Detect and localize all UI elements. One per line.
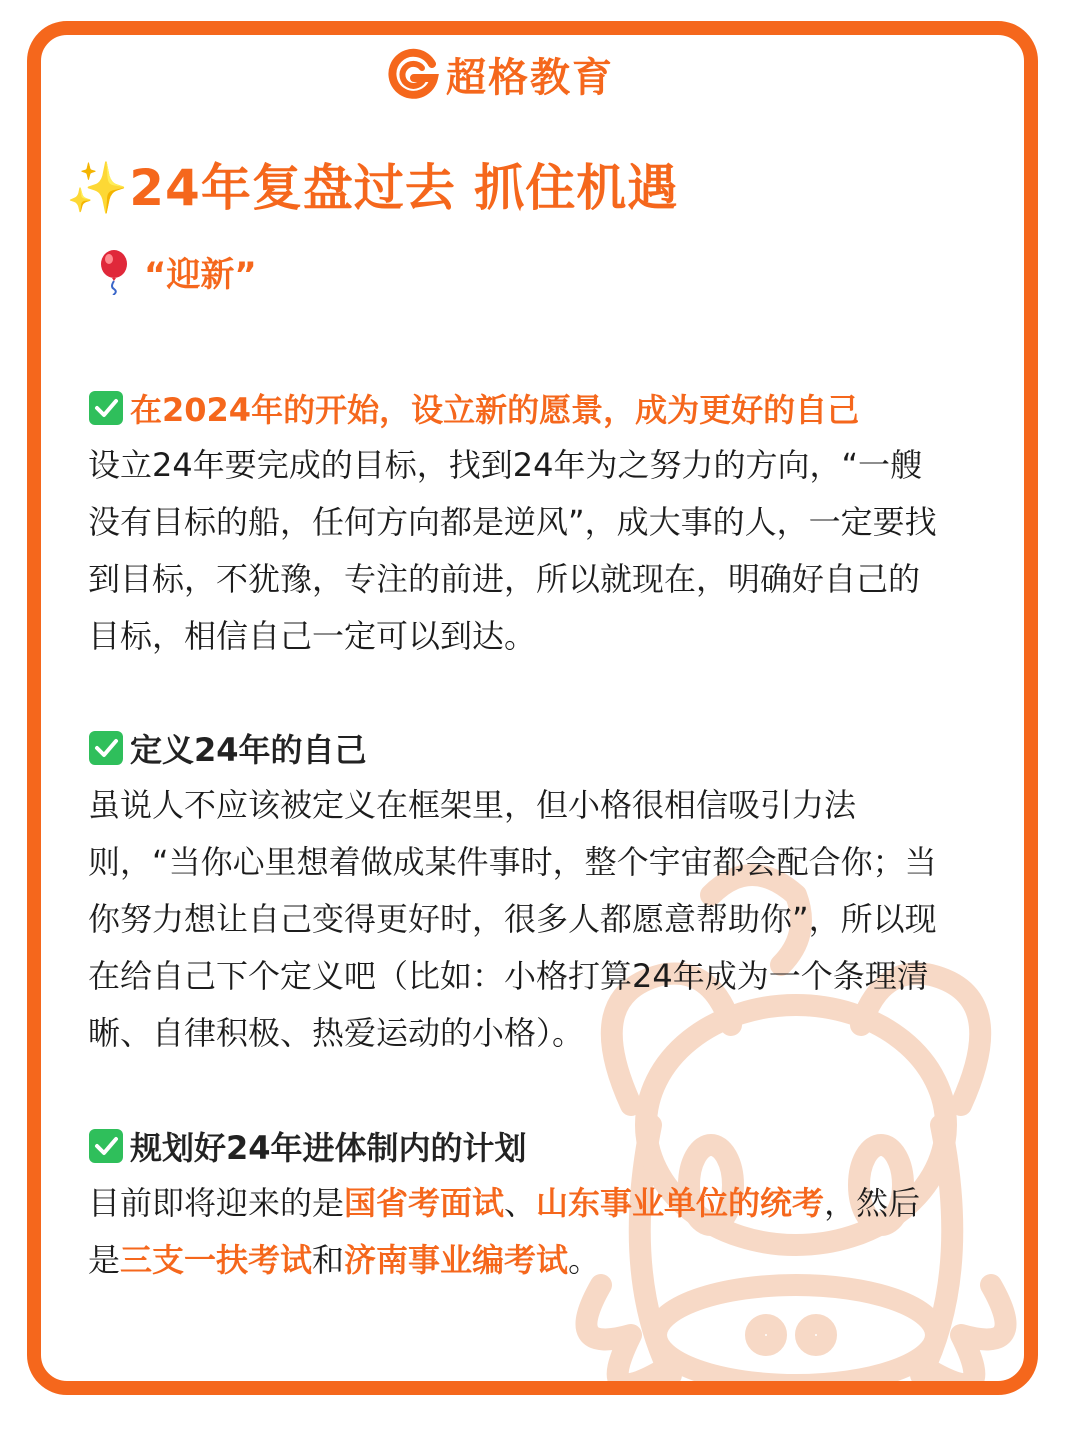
brand-name: 超格教育 xyxy=(446,54,614,101)
checkmark-icon xyxy=(88,1128,124,1164)
brand-logo xyxy=(388,46,614,102)
section-heading-row xyxy=(88,723,948,773)
body-text: 目前即将迎来的是 xyxy=(88,1184,345,1222)
highlight-exam: 山东事业单位的统考 xyxy=(536,1184,825,1222)
body-text: 和 xyxy=(312,1241,345,1279)
section-heading: 定义24年的自己 xyxy=(130,731,367,769)
section-body: 设立24年要完成的目标，找到24年为之努力的方向，“一艘没有目标的船，任何方向都是逆风”，成大事的人，一定要找到目标，不犹豫，专注的前进，所以就现在，明确好自己的目标，相信自己一定可以到达。 xyxy=(88,446,937,655)
g-logo-icon xyxy=(388,48,440,100)
body-text: 。 xyxy=(568,1241,601,1279)
highlight-exam: 济南事业编考试 xyxy=(344,1241,569,1279)
body-text: 、 xyxy=(504,1184,537,1222)
checkmark-icon xyxy=(88,390,124,426)
highlight-exam: 国省考面试 xyxy=(344,1184,505,1222)
section-body xyxy=(88,1175,948,1289)
subtitle: “迎新” xyxy=(144,255,257,295)
section-body: 虽说人不应该被定义在框架里，但小格很相信吸引力法则，“当你心里想着做成某件事时，整个宇宙都会配合你；当你努力想让自己变得更好时，很多人都愿意帮助你”，所以现在给自己下个定义吧（比如：小格打算24年成为一个条理清晰、自律积极、热爱运动的小格）。 xyxy=(88,786,937,1052)
page-title: ✨24年复盘过去 抓住机遇 xyxy=(66,159,679,217)
section-define-self xyxy=(88,723,948,1062)
page-title-row xyxy=(66,148,678,220)
body-text: ，然后是 xyxy=(88,1184,921,1279)
section-heading-row xyxy=(88,383,948,433)
highlight-exam: 三支一扶考试 xyxy=(120,1241,313,1279)
section-plan xyxy=(88,1121,948,1289)
section-heading-row xyxy=(88,1121,948,1171)
checkmark-icon xyxy=(88,730,124,766)
balloon-icon xyxy=(96,249,132,295)
section-new-vision xyxy=(88,383,948,665)
section-heading: 规划好24年进体制内的计划 xyxy=(130,1129,527,1167)
section-heading: 在2024年的开始，设立新的愿景，成为更好的自己 xyxy=(130,391,860,429)
subtitle-row xyxy=(96,247,257,296)
